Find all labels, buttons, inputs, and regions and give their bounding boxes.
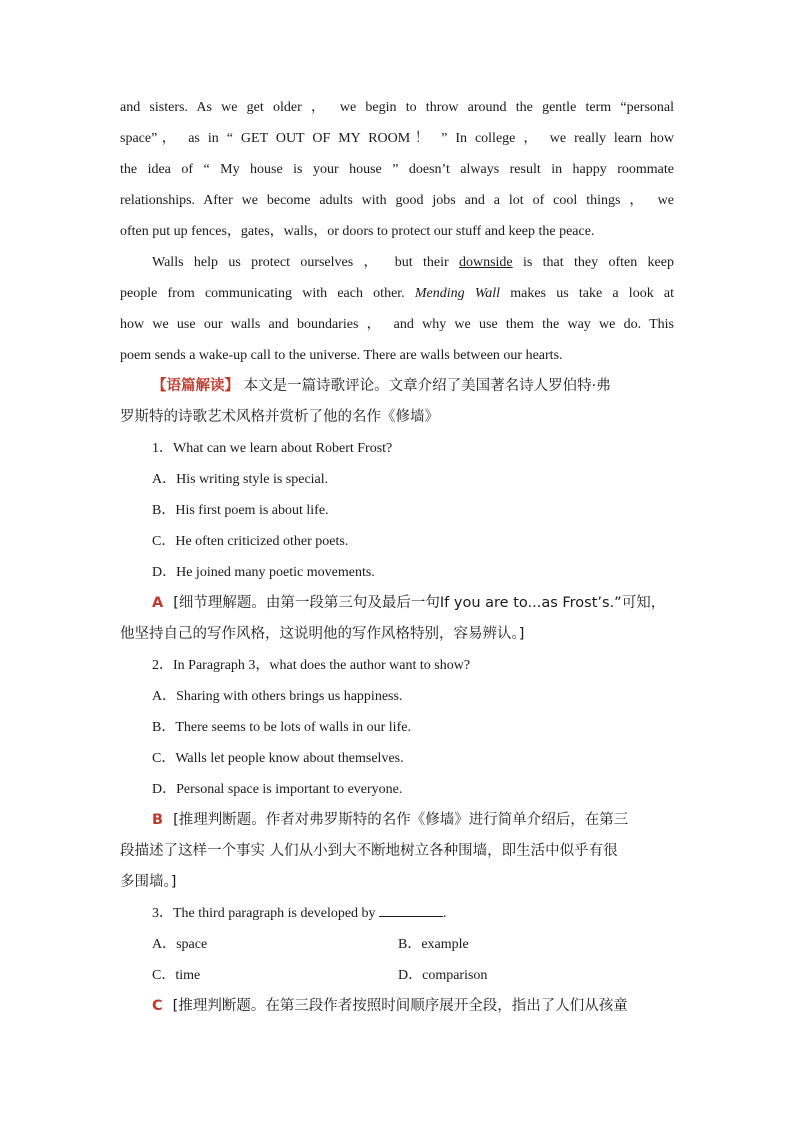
analysis-line: 罗斯特的诗歌艺术风格并赏析了他的名作《修墙》	[120, 409, 439, 425]
answer-explanation: 多围墙。]	[120, 874, 177, 890]
question-option: B．example	[398, 937, 469, 952]
question-option: A．Sharing with others brings us happiness.	[152, 689, 403, 704]
question-option: B．There seems to be lots of walls in our life.	[152, 720, 411, 735]
question-option: D．comparison	[398, 968, 488, 983]
question-stem: 3．The third paragraph is developed by .	[120, 898, 674, 929]
passage-line: space”， as in “ GET OUT OF MY ROOM！ ” In college ， we really learn how	[120, 131, 674, 146]
question-option: C．time	[152, 968, 201, 983]
passage-line: and sisters. As we get older ， we begin to throw around the gentle term “personal	[120, 100, 674, 115]
analysis-tag: 【语篇解读】	[152, 378, 239, 394]
passage-line: poem sends a wake-up call to the universe. There are walls between our hearts.	[120, 348, 563, 363]
question-stem: 2．In Paragraph 3，what does the author want to show?	[152, 658, 471, 673]
answer-blank	[379, 902, 443, 917]
options-row	[120, 929, 674, 960]
passage-line: how we use our walls and boundaries ， and why we use them the way we do. This	[120, 317, 674, 332]
passage-line: Walls help us protect ourselves ， but their downside is that they often keep	[152, 255, 674, 270]
answer-letter: B	[152, 812, 164, 828]
answer-explanation: 段描述了这样一个事实 人们从小到大不断地树立各种围墙，即生活中似乎有很	[120, 843, 618, 859]
options-row	[120, 960, 674, 991]
answer-explanation: B [推理判断题。作者对弗罗斯特的名作《修墙》进行简单介绍后，在第三	[152, 812, 629, 828]
question-option: C．Walls let people know about themselves.	[152, 751, 404, 766]
question-option: A．His writing style is special.	[152, 472, 329, 487]
answer-letter: C	[152, 998, 163, 1014]
question-option: D．Personal space is important to everyone.	[152, 782, 403, 797]
question-option: A．space	[152, 937, 208, 952]
question-option: D．He joined many poetic movements.	[152, 565, 375, 580]
underlined-word: downside	[458, 255, 513, 270]
passage-line: the idea of “ My house is your house ” doesn’t always result in happy roommate	[120, 162, 674, 177]
question-stem: 1．What can we learn about Robert Frost?	[152, 441, 393, 456]
question-option: C．He often criticized other poets.	[152, 534, 349, 549]
answer-explanation: C [推理判断题。在第三段作者按照时间顺序展开全段，指出了人们从孩童	[152, 998, 628, 1014]
answer-letter: A	[152, 595, 164, 611]
answer-explanation: 他坚持自己的写作风格，这说明他的写作风格特别，容易辨认。]	[120, 626, 525, 642]
answer-explanation: A [细节理解题。由第一段第三句及最后一句If you are to...as Frost’s.”可知，	[152, 595, 666, 611]
passage-line: people from communicating with each other. Mending Wall makes us take a look at	[120, 286, 674, 301]
analysis-line: 【语篇解读】 本文是一篇诗歌评论。文章介绍了美国著名诗人罗伯特·弗	[152, 378, 611, 394]
question-option: B．His first poem is about life.	[152, 503, 329, 518]
passage-line: relationships. After we become adults with good jobs and a lot of cool things ， we	[120, 193, 674, 208]
passage-line: often put up fences，gates，walls，or doors to protect our stuff and keep the peace.	[120, 224, 595, 239]
poem-title: Mending Wall	[414, 286, 501, 301]
document-page	[120, 92, 674, 1022]
